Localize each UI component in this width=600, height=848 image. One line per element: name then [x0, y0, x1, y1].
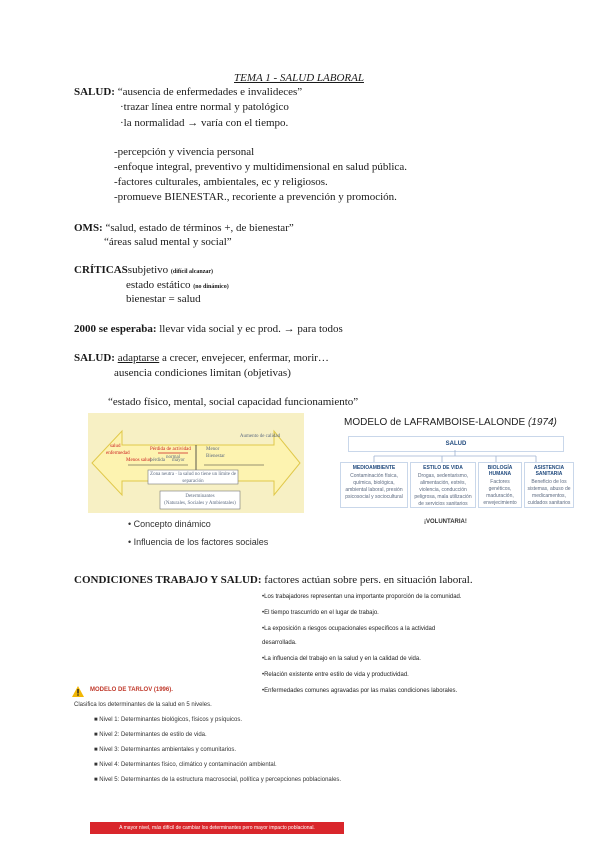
- salud-line-4: -enfoque integral, preventivo y multidimensional en salud pública.: [114, 161, 407, 173]
- warning-icon: [72, 686, 84, 697]
- condiciones-line: [74, 574, 473, 587]
- lalonde-box-2-title: ESTILO DE VIDA: [423, 465, 463, 471]
- continuum-right-mid: Bienestar: [206, 454, 225, 459]
- salud2-rest: a crecer, envejecer, enfermar, morir…: [161, 352, 329, 364]
- tarlov-level-3: [94, 747, 236, 753]
- condiciones-item-2: •El tiempo trascurrido en el lugar de trabajo.: [262, 610, 379, 616]
- salud-line-6: -promueve BIENESTAR., recoriente a prevención y promoción.: [114, 191, 397, 203]
- salud2-line-1: [74, 352, 329, 365]
- continuum-right-note: Aumento de calidad: [239, 434, 281, 439]
- tarlov-level-5-text: Nivel 5: Determinantes de la estructura macrosocial, política y percepciones poblacionales.: [99, 777, 342, 783]
- lalonde-top-label: SALUD: [445, 441, 467, 447]
- tarlov-level-1: [94, 717, 242, 723]
- continuum-mid-sub: normal: [166, 455, 181, 460]
- lalonde-box-4-title: ASISTENCIA SANITARIA: [533, 465, 565, 477]
- criticas-note-1: (difícil alcanzar): [170, 269, 214, 275]
- salud-definition: [74, 86, 302, 99]
- tarlov-title: MODELO DE TARLOV (1996).: [90, 687, 173, 693]
- oms-line-2: “áreas salud mental y social”: [104, 236, 232, 248]
- lalonde-connectors: [348, 450, 562, 462]
- continuum-center-box: Zona neutra · la salud no tiene un límite de separación: [150, 472, 236, 484]
- tarlov-level-5: [94, 777, 341, 783]
- lalonde-box-3-text: Factores genéticos, maduración, envejecimiento: [483, 479, 517, 506]
- salud-line-5: -factores culturales, ambientales, ec y religiosos.: [114, 176, 328, 188]
- lalonde-box-2-text: Drogas, sedentarismo, alimentación, estrés, violencia, conducción peligrosa, mala utilización de servicios sanitarios: [414, 473, 472, 507]
- lalonde-box-1-title: MEDIOAMBIENTE: [352, 465, 396, 471]
- condiciones-item-3: •La exposición a riesgos ocupacionales específicos a la actividad: [262, 626, 436, 632]
- tarlov-level-2-text: Nivel 2: Determinantes de estilo de vida.: [99, 732, 207, 738]
- continuum-bottom-sub: (Naturales, Sociales y Ambientales): [164, 501, 236, 506]
- condiciones-label: CONDICIONES TRABAJO Y SALUD:: [74, 574, 262, 586]
- tarlov-level-2-bullet: ■: [94, 732, 98, 738]
- lalonde-box-4-text: Beneficio de los sistemas, abuso de medicamentos, cuidados sanitarios: [527, 479, 571, 506]
- lalonde-title-text: MODELO de LAFRAMBOISE-LALONDE: [344, 417, 526, 428]
- criticas-label: CRÍTICAS: [74, 264, 128, 276]
- continuum-mid-bottom1: Menos salud: [126, 458, 152, 463]
- salud-line-3: -percepción y vivencia personal: [114, 146, 255, 158]
- lalonde-box-estilo-vida: [410, 462, 476, 508]
- tarlov-banner: A mayor nivel, más difícil de cambiar los determinantes pero mayor impacto poblacional.: [90, 822, 344, 834]
- year-2000-line: [74, 323, 343, 336]
- criticas-line-2: [126, 279, 229, 294]
- tarlov-level-4: [94, 762, 277, 768]
- concept-bullet-1: • Concepto dinámico: [128, 519, 211, 529]
- continuum-mid-bottom3: mayor: [172, 458, 185, 463]
- salud-def: “ausencia de enfermedades e invalideces”: [117, 86, 303, 98]
- criticas-item-2: estado estático: [126, 279, 191, 291]
- tarlov-level-4-bullet: ■: [94, 762, 98, 768]
- lalonde-voluntaria: ¡VOLUNTARIA!: [424, 519, 467, 525]
- tarlov-level-3-bullet: ■: [94, 747, 98, 753]
- condiciones-list: [262, 593, 494, 695]
- continuum-mid-bottom2: pérdida: [150, 458, 165, 463]
- tarlov-level-3-text: Nivel 3: Determinantes ambientales y comunitarios.: [99, 747, 237, 753]
- tarlov-level-5-bullet: ■: [94, 777, 98, 783]
- lalonde-box-3-title: BIOLOGÍA HUMANA: [487, 465, 513, 477]
- condiciones-text: factores actúan sobre pers. en situación laboral.: [264, 574, 473, 586]
- tarlov-level-1-text: Nivel 1: Determinantes biológicos, físicos y psíquicos.: [99, 717, 243, 723]
- lalonde-box-asistencia: [524, 462, 574, 508]
- criticas-item-1: subjetivo: [127, 264, 169, 276]
- oms-def: “salud, estado de términos +, de bienestar”: [105, 222, 294, 234]
- salud2-quote: “estado físico, mental, social capacidad funcionamiento”: [108, 396, 359, 408]
- continuum-bottom-box: Determinantes: [185, 494, 215, 499]
- continuum-right-top: Menor: [206, 447, 220, 452]
- condiciones-item-4: •La influencia del trabajo en la salud y en la calidad de vida.: [262, 656, 421, 662]
- oms-line-1: [74, 222, 294, 235]
- salud-line-2: ·la normalidad → varía con el tiempo.: [120, 117, 289, 129]
- lalonde-box-medioambiente: [340, 462, 408, 508]
- salud2-label: SALUD:: [74, 352, 115, 364]
- condiciones-item-5: •Relación existente entre estilo de vida y productividad.: [262, 672, 409, 678]
- year-2000-text: llevar vida social y ec prod. → para todos: [159, 323, 343, 335]
- criticas-note-2: (no dinámico): [193, 284, 229, 290]
- concept-bullet-2: • Influencia de los factores sociales: [128, 537, 269, 547]
- salud2-line-2: ausencia condiciones limitan (objetivas): [114, 367, 291, 379]
- lalonde-year: (1974): [527, 417, 557, 428]
- year-2000-label: 2000 se esperaba:: [74, 323, 157, 335]
- tarlov-level-2: [94, 732, 207, 738]
- condiciones-item-1: •Los trabajadores representan una importante proporción de la comunidad.: [262, 594, 462, 600]
- continuum-left-label: salud: [110, 444, 121, 449]
- salud-label: SALUD:: [74, 86, 115, 98]
- health-continuum-diagram: [88, 413, 304, 513]
- salud2-verb: adaptarse: [117, 352, 160, 364]
- lalonde-box-1-text: Contaminación física, química, biológica, ambiental laboral, presión psicosocial y sociocultural: [345, 473, 403, 500]
- continuum-left-sub: enfermedad: [106, 451, 130, 456]
- criticas-line-1: [74, 264, 213, 279]
- page-title: TEMA 1 - SALUD LABORAL: [234, 72, 364, 84]
- tarlov-level-4-text: Nivel 4: Determinantes físico, climático y contaminación ambiental.: [99, 762, 277, 768]
- tarlov-section: [72, 686, 372, 826]
- tarlov-level-1-bullet: ■: [94, 717, 98, 723]
- salud-line-1: ·trazar línea entre normal y patológico: [120, 101, 289, 113]
- oms-label: OMS:: [74, 222, 103, 234]
- continuum-mid-top: Pérdida de actividad: [150, 447, 191, 452]
- condiciones-item-6: •Enfermedades comunes agravadas por las malas condiciones laborales.: [262, 688, 458, 694]
- criticas-line-3: bienestar = salud: [126, 293, 201, 305]
- lalonde-title: [344, 417, 557, 428]
- lalonde-box-biologia: [478, 462, 522, 508]
- tarlov-intro: Clasifica los determinantes de la salud en 5 niveles.: [74, 702, 212, 708]
- condiciones-item-3b: desarrollada.: [262, 640, 297, 646]
